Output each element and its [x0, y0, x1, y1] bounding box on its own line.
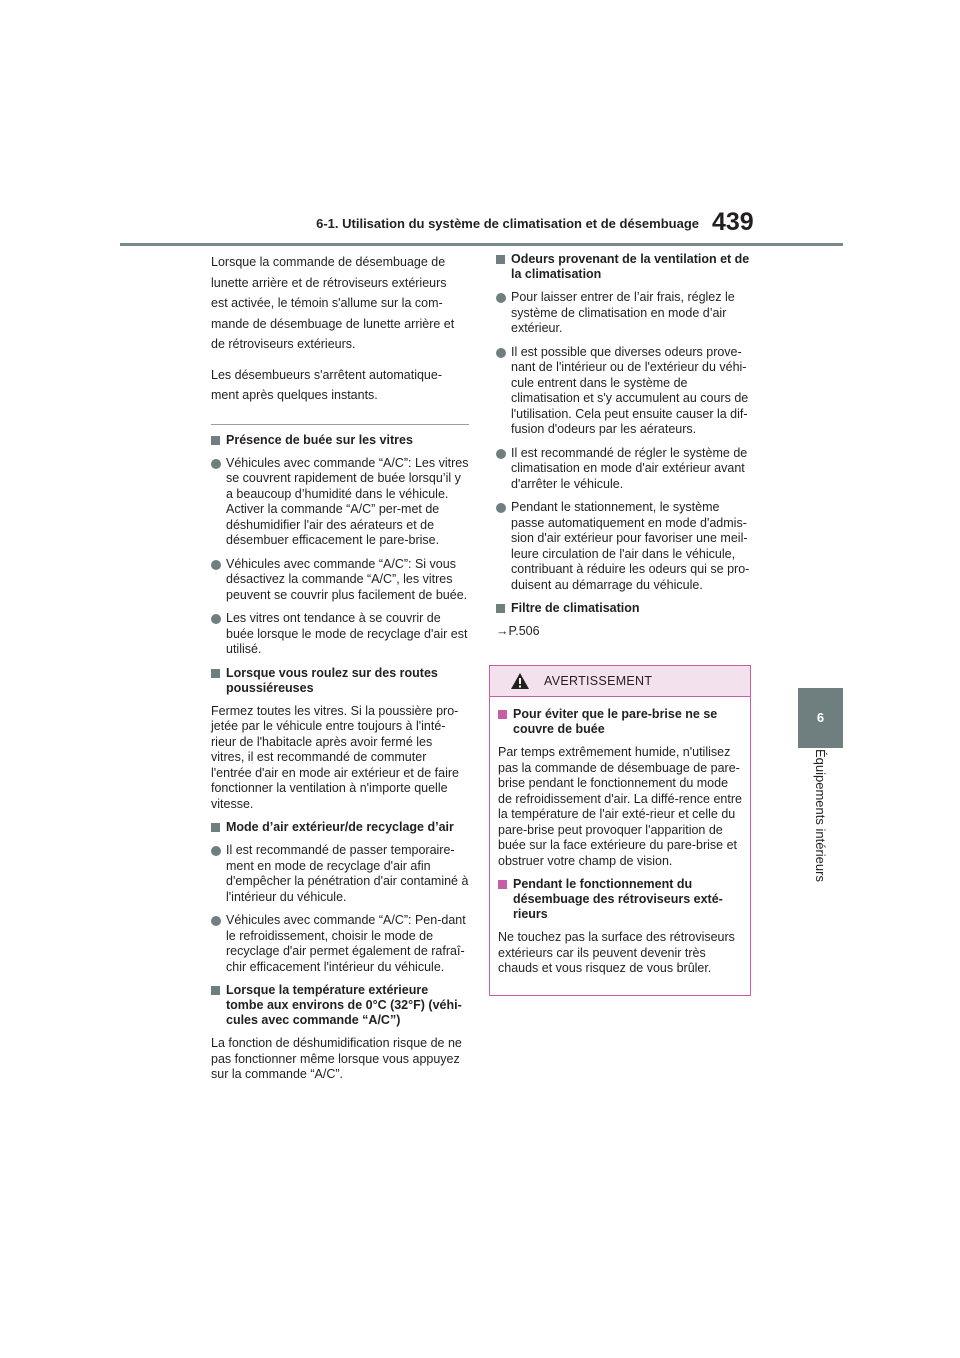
- intro-line: Les désembueurs s'arrêtent automatique-: [211, 367, 442, 382]
- warning-header: [490, 666, 750, 697]
- section-divider: [211, 424, 469, 425]
- list-item: [211, 611, 469, 658]
- list-item: [211, 456, 469, 549]
- bullet-text: Pendant le stationnement, le système passe automatiquement en mode d'admis-sion d'air extérieur pour favoriser une meil-leure circulation de l'air dans le véhicule, contribuant à réduire les odeurs qui se pro-duisent au démarrage du véhicule.: [511, 500, 750, 592]
- section-heading: [211, 433, 469, 448]
- square-bullet-icon: [498, 880, 507, 889]
- warning-box: [489, 665, 751, 996]
- section-heading: [211, 983, 469, 1028]
- intro-line: lunette arrière et de rétroviseurs extérieurs: [211, 275, 447, 290]
- square-bullet-icon: [211, 823, 220, 832]
- heading-text: Pour éviter que le pare-brise ne se couvre de buée: [513, 707, 718, 736]
- list-item: [496, 290, 752, 337]
- intro-line: de rétroviseurs extérieurs.: [211, 337, 356, 351]
- list-item: [496, 500, 752, 593]
- square-bullet-icon: [498, 710, 507, 719]
- heading-text: Odeurs provenant de la ventilation et de la climatisation: [511, 252, 750, 281]
- section-heading: [496, 601, 752, 616]
- paragraph: Fermez toutes les vitres. Si la poussière pro-jetée par le véhicule entre toujours à l'inté-rieur de l'habitacle après avoir fermé les vitres, il est recommandé de commuter l'entrée d'air en mode air extérieur et de faire fonctionner la ventilation à n'importe quelle vitesse.: [211, 703, 459, 811]
- list-item: [211, 557, 469, 604]
- heading-text: Mode d’air extérieur/de recyclage d’air: [226, 820, 454, 834]
- section-heading: [211, 666, 469, 696]
- bullet-text: Véhicules avec commande “A/C”: Si vous désactivez la commande “A/C”, les vitres peuvent se couvrir plus facilement de buée.: [226, 556, 468, 602]
- list-item: [211, 913, 469, 975]
- page-reference: →P.506: [496, 624, 540, 638]
- warning-title: AVERTISSEMENT: [544, 674, 653, 688]
- round-bullet-icon: [211, 459, 221, 469]
- bullet-text: Les vitres ont tendance à se couvrir de buée lorsque le mode de recyclage d'air est utilisé.: [226, 611, 468, 656]
- round-bullet-icon: [496, 348, 506, 358]
- square-bullet-icon: [211, 436, 220, 445]
- right-column: [496, 252, 752, 640]
- page-number: 439: [712, 208, 754, 236]
- heading-text: Présence de buée sur les vitres: [226, 432, 413, 447]
- chapter-label: Équipements intérieurs: [813, 749, 828, 882]
- bullet-text: Pour laisser entrer de l’air frais, réglez le système de climatisation en mode d’air extérieur.: [511, 290, 735, 335]
- paragraph: La fonction de déshumidification risque de ne pas fonctionner même lorsque vous appuyez sur la commande “A/C”.: [211, 1036, 462, 1081]
- heading-text: Filtre de climatisation: [511, 601, 640, 615]
- list-item: [496, 345, 752, 438]
- chapter-tab: 6: [798, 688, 843, 748]
- bullet-text: Il est recommandé de passer temporaire-ment en mode de recyclage d'air afin d'empêcher la pénétration d'air contaminé à l'intérieur du véhicule.: [226, 843, 469, 904]
- bullet-text: Véhicules avec commande “A/C”: Les vitres se couvrent rapidement de buée lorsqu’il y a beaucoup d’humidité dans le véhicule. Activer la commande “A/C” per-met de déshumidifier l'air des aérateurs et de désembuer efficacement le pare-brise.: [226, 455, 469, 547]
- heading-text: Lorsque vous roulez sur des routes poussiéreuses: [226, 665, 438, 695]
- warning-body: [490, 697, 750, 977]
- round-bullet-icon: [496, 449, 506, 459]
- square-bullet-icon: [496, 255, 505, 264]
- square-bullet-icon: [211, 986, 220, 995]
- bullet-text: Il est recommandé de régler le système de climatisation en mode d'air extérieur avant d'arrêter le véhicule.: [511, 445, 748, 491]
- heading-text: Lorsque la température extérieure tombe aux environs de 0°C (32°F) (véhi-cules avec commande “A/C”): [226, 983, 462, 1027]
- round-bullet-icon: [496, 293, 506, 303]
- left-column: [211, 252, 469, 1091]
- section-heading: [211, 820, 469, 835]
- intro-line: ment après quelques instants.: [211, 388, 378, 402]
- square-bullet-icon: [211, 669, 220, 678]
- header-rule: [120, 243, 843, 246]
- intro-line: Lorsque la commande de désembuage de: [211, 255, 446, 269]
- bullet-text: Véhicules avec commande “A/C”: Pen-dant le refroidissement, choisir le mode de recyclage d'air permet également de rafraî-chir efficacement l'intérieur du véhicule.: [226, 913, 466, 974]
- section-title: 6-1. Utilisation du système de climatisation et de désembuage: [316, 216, 699, 231]
- warning-paragraph: Par temps extrêmement humide, n'utilisez pas la commande de désembuage de pare-brise pendant le fonctionnement du mode de refroidissement d'air. La diffé-rence entre la température de l'air exté-rieur et celle du pare-brise peut provoquer l'apparition de buée sur la face extérieure du pare-brise et obstruer votre champ de vision.: [498, 745, 742, 868]
- warning-triangle-icon: [510, 672, 530, 690]
- warning-heading: [498, 707, 742, 737]
- warning-paragraph: Ne touchez pas la surface des rétroviseurs extérieurs car ils peuvent devenir très chauds et vous risquez de vous brûler.: [498, 930, 735, 975]
- round-bullet-icon: [211, 916, 221, 926]
- intro-block: [211, 252, 469, 406]
- square-bullet-icon: [496, 604, 505, 613]
- bullet-text: Il est possible que diverses odeurs prove-nant de l'intérieur ou de l'extérieur du véhi-cule entrent dans le système de climatisation et s'y accumulent au cours de l'utilisation. Cela peut ensuite causer la dif-fusion d'odeurs par les aérateurs.: [511, 344, 749, 436]
- intro-line: est activée, le témoin s'allume sur la com-: [211, 296, 443, 310]
- intro-line: mande de désembuage de lunette arrière et: [211, 316, 455, 331]
- section-heading: [496, 252, 752, 282]
- warning-heading: [498, 877, 742, 922]
- round-bullet-icon: [496, 503, 506, 513]
- list-item: [211, 843, 469, 905]
- round-bullet-icon: [211, 560, 221, 570]
- round-bullet-icon: [211, 614, 221, 624]
- round-bullet-icon: [211, 846, 221, 856]
- list-item: [496, 446, 752, 493]
- heading-text: Pendant le fonctionnement du désembuage des rétroviseurs exté-rieurs: [513, 877, 723, 921]
